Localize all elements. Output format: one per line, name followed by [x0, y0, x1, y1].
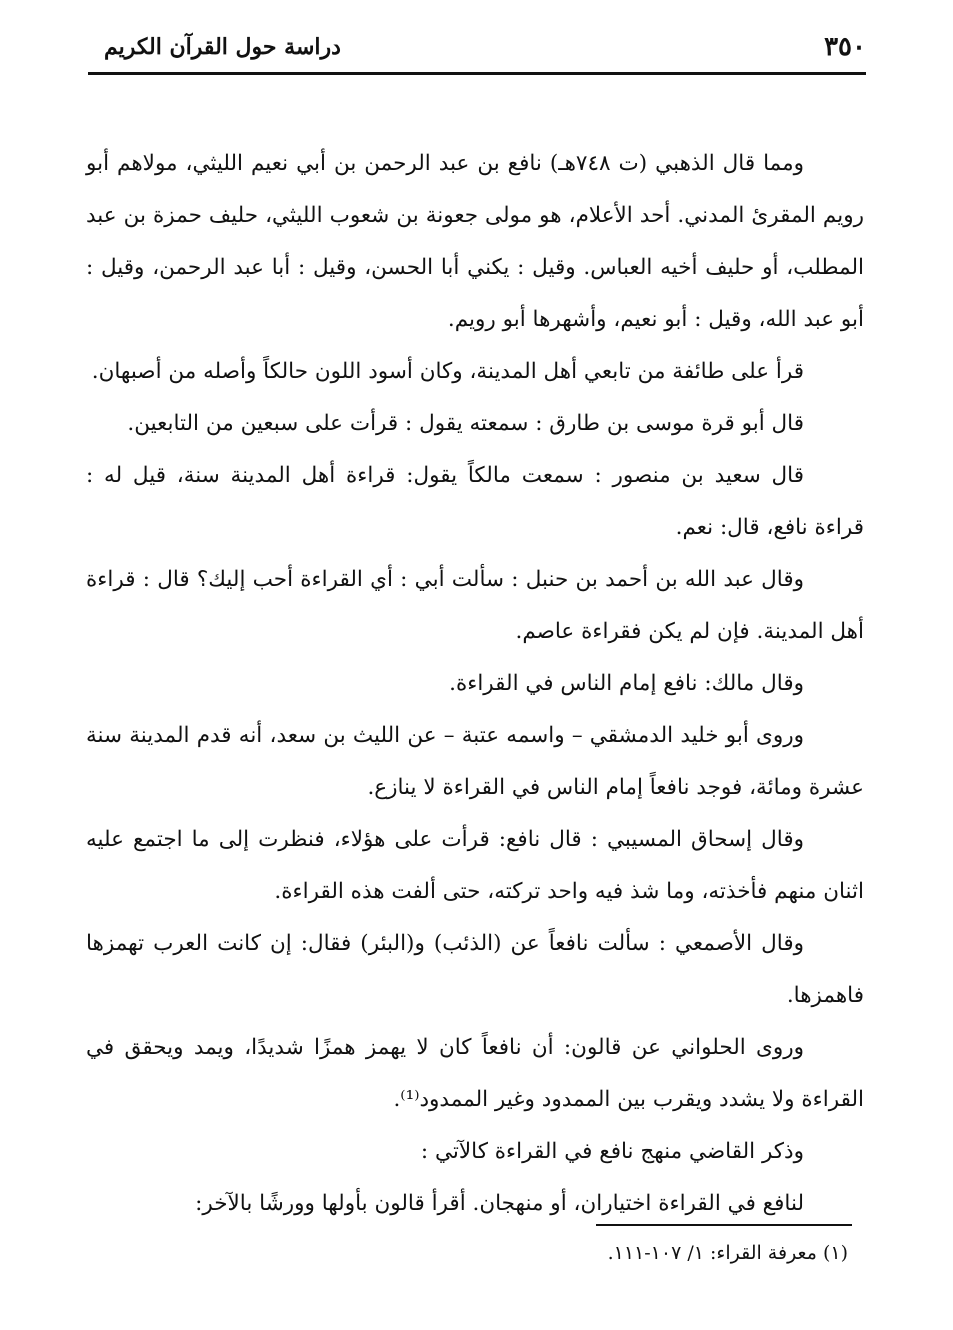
paragraph: قال سعيد بن منصور : سمعت مالكاً يقول: قراءة أهل المدينة سنة، قيل له : قراءة نافع، قال: نعم.	[86, 463, 864, 540]
paragraph: وقال عبد الله بن أحمد بن حنبل : سألت أبي : أي القراءة أحب إليك؟ قال : قراءة أهل المدينة. فإن لم يكن فقراءة عاصم.	[86, 567, 864, 644]
paragraph: وروى الحلواني عن قالون: أن نافعاً كان لا يهمز همزًا شديدًا، ويمد ويحقق في القراءة ولا يشدد ويقرب بين الممدود وغير الممدود⁽¹⁾.	[86, 1035, 864, 1112]
paragraph: ومما قال الذهبي (ت ٧٤٨هـ) نافع بن عبد الرحمن بن أبي نعيم الليثي، مولاهم أبو رويم المقرئ المدني. أحد الأعلام، هو مولى جعونة بن شعوب الليثي، حليف حمزة بن عبد المطلب، أو حليف أخيه العباس. وقيل : يكني أبا الحسن، وقيل : أبا عبد الرحمن، وقيل : أبو عبد الله، وقيل : أبو نعيم، وأشهرها أبو رويم.	[86, 151, 864, 332]
paragraph: لنافع في القراءة اختياران، أو منهجان. أقرأ قالون بأولها وورشًا بالآخر:	[195, 1191, 804, 1216]
page-number: ٣٥٠	[824, 32, 866, 62]
header-rule	[88, 72, 866, 75]
paragraph: وقال إسحاق المسيبي : قال نافع: قرأت على هؤلاء، فنظرت إلى ما اجتمع عليه اثنان منهم فأخذته، وما شذ فيه واحد تركته، حتى ألفت هذه القراءة.	[86, 827, 864, 904]
body-text	[86, 138, 864, 1230]
paragraph: وروى أبو خليد الدمشقي – واسمه عتبة – عن الليث بن سعد، أنه قدم المدينة سنة عشرة ومائة، فوجد نافعاً إمام الناس في القراءة لا ينازع.	[86, 723, 864, 800]
paragraph: وذكر القاضي منهج نافع في القراءة كالآتي :	[420, 1139, 804, 1164]
footnote: (١) معرفة القراء: ١/ ١٠٧-١١١.	[607, 1242, 848, 1264]
paragraph: قرأ على طائفة من تابعي أهل المدينة، وكان أسود اللون حالكاً وأصله من أصبهان.	[91, 359, 804, 384]
paragraph: وقال مالك: نافع إمام الناس في القراءة.	[449, 671, 804, 696]
running-title: دراسة حول القرآن الكريم	[104, 34, 341, 60]
paragraph: قال أبو قرة موسى بن طارق : سمعته يقول : قرأت على سبعين من التابعين.	[127, 411, 804, 436]
footnote-separator	[596, 1224, 852, 1226]
paragraph: وقال الأصمعي : سألت نافعاً عن (الذئب) و(البئر) فقال: إن كانت العرب تهمزها فاهمزها.	[86, 931, 864, 1008]
page-header	[88, 30, 866, 70]
